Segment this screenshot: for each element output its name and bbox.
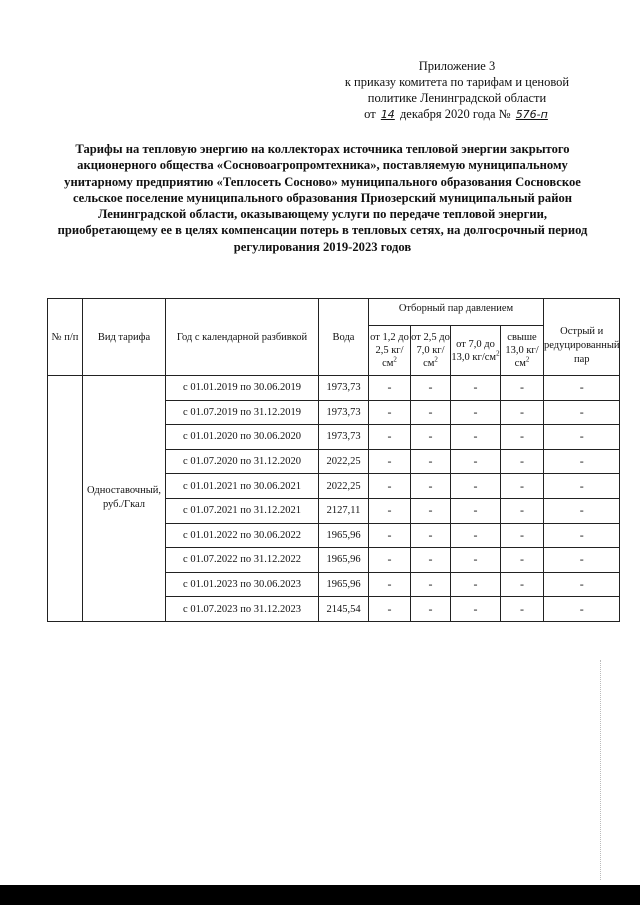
cell-dash: -: [544, 498, 620, 523]
cell-dash: -: [369, 474, 411, 499]
table-row: [48, 376, 620, 401]
document-title: [55, 141, 590, 255]
cell-dash: -: [544, 474, 620, 499]
cell-dash: -: [369, 376, 411, 401]
scan-artifact-line: [600, 660, 601, 880]
title-line: сельское поселение муниципального образования Приозерский муниципальный район: [72, 190, 573, 205]
cell-dash: -: [369, 425, 411, 450]
cell-dash: -: [501, 572, 544, 597]
cell-dash: -: [411, 498, 451, 523]
cell-dash: -: [411, 449, 451, 474]
cell-dash: -: [451, 449, 501, 474]
cell-water-tariff: 1965,96: [319, 523, 369, 548]
cell-dash: -: [544, 376, 620, 401]
header-water: Вода: [319, 299, 369, 376]
cell-dash: -: [501, 376, 544, 401]
cell-dash: -: [544, 400, 620, 425]
header-tariff-type: Вид тарифа: [83, 299, 166, 376]
cell-dash: -: [411, 548, 451, 573]
appendix-date-line: [332, 106, 582, 123]
cell-dash: -: [544, 425, 620, 450]
cell-dash: -: [411, 597, 451, 622]
cell-tariff-type: Одноставочный, руб./Гкал: [83, 376, 166, 622]
appendix-header: [332, 58, 582, 123]
cell-period: с 01.07.2019 по 31.12.2019: [166, 400, 319, 425]
date-middle: декабря 2020 года №: [399, 107, 511, 121]
header-pressure-1: от 1,2 до 2,5 $кг/см^2$: [369, 326, 411, 376]
cell-dash: -: [411, 523, 451, 548]
appendix-title: Приложение 3: [418, 59, 496, 73]
title-line: приобретающему ее в целях компенсации потерь в тепловых сетях, на долгосрочный период: [57, 223, 588, 238]
cell-dash: -: [451, 400, 501, 425]
tariff-table: [47, 298, 620, 622]
scan-bottom-bar: [0, 885, 640, 905]
cell-dash: -: [451, 572, 501, 597]
cell-dash: -: [501, 597, 544, 622]
cell-dash: -: [369, 548, 411, 573]
cell-dash: -: [369, 597, 411, 622]
cell-dash: -: [544, 597, 620, 622]
cell-dash: -: [544, 449, 620, 474]
cell-dash: -: [451, 425, 501, 450]
cell-water-tariff: 1965,96: [319, 572, 369, 597]
cell-dash: -: [411, 376, 451, 401]
title-line: Ленинградской области, оказывающему услуги по передаче тепловой энергии,: [97, 207, 548, 222]
order-number: 576-п: [515, 108, 548, 121]
header-pressure-2: от 2,5 до 7,0 $кг/см^2$: [411, 326, 451, 376]
cell-dash: -: [369, 572, 411, 597]
title-line: Тарифы на тепловую энергию на коллекторах источника тепловой энергии закрытого: [75, 142, 570, 156]
header-num: № п/п: [48, 299, 83, 376]
cell-period: с 01.01.2022 по 30.06.2022: [166, 523, 319, 548]
cell-dash: -: [451, 548, 501, 573]
cell-water-tariff: 2127,11: [319, 498, 369, 523]
cell-period: с 01.01.2020 по 30.06.2020: [166, 425, 319, 450]
cell-num: [48, 376, 83, 622]
cell-water-tariff: 2022,25: [319, 474, 369, 499]
date-day: 14: [380, 108, 395, 121]
cell-dash: -: [501, 474, 544, 499]
header-period: Год с календарной разбивкой: [166, 299, 319, 376]
cell-dash: -: [451, 597, 501, 622]
cell-dash: -: [451, 523, 501, 548]
cell-water-tariff: 1965,96: [319, 548, 369, 573]
cell-dash: -: [544, 523, 620, 548]
cell-dash: -: [501, 449, 544, 474]
date-prefix: от: [364, 107, 376, 121]
header-extraction-steam: Отборный пар давлением: [369, 299, 544, 326]
cell-dash: -: [369, 498, 411, 523]
cell-dash: -: [451, 474, 501, 499]
cell-water-tariff: 1973,73: [319, 425, 369, 450]
cell-dash: -: [411, 425, 451, 450]
cell-dash: -: [369, 449, 411, 474]
appendix-order-line: к приказу комитета по тарифам и ценовой: [344, 75, 570, 89]
cell-period: с 01.01.2023 по 30.06.2023: [166, 572, 319, 597]
cell-dash: -: [501, 425, 544, 450]
cell-period: с 01.07.2023 по 31.12.2023: [166, 597, 319, 622]
appendix-committee-line: политике Ленинградской области: [367, 91, 547, 105]
cell-dash: -: [501, 400, 544, 425]
cell-dash: -: [411, 572, 451, 597]
title-line: акционерного общества «Сосновоагропромтехника», поставляемую муниципальному: [77, 158, 568, 173]
header-pressure-4: свыше 13,0 $кг/см^2$: [501, 326, 544, 376]
cell-dash: -: [451, 376, 501, 401]
cell-dash: -: [411, 400, 451, 425]
cell-period: с 01.01.2021 по 30.06.2021: [166, 474, 319, 499]
title-line: регулирования 2019-2023 годов: [233, 239, 412, 254]
header-sharp-steam: Острый и редуцированный пар: [544, 299, 620, 376]
cell-dash: -: [411, 474, 451, 499]
cell-dash: -: [501, 548, 544, 573]
header-pressure-3: от 7,0 до 13,0 $кг/см^2$: [451, 326, 501, 376]
title-line: унитарному предприятию «Теплосеть Сосново» муниципального образования Сосновское: [64, 174, 581, 189]
cell-period: с 01.01.2019 по 30.06.2019: [166, 376, 319, 401]
cell-period: с 01.07.2021 по 31.12.2021: [166, 498, 319, 523]
cell-dash: -: [369, 523, 411, 548]
cell-period: с 01.07.2020 по 31.12.2020: [166, 449, 319, 474]
cell-dash: -: [451, 498, 501, 523]
cell-water-tariff: 1973,73: [319, 376, 369, 401]
cell-water-tariff: 2145,54: [319, 597, 369, 622]
cell-water-tariff: 2022,25: [319, 449, 369, 474]
cell-dash: -: [544, 548, 620, 573]
cell-water-tariff: 1973,73: [319, 400, 369, 425]
cell-dash: -: [501, 498, 544, 523]
cell-dash: -: [544, 572, 620, 597]
cell-dash: -: [501, 523, 544, 548]
cell-period: с 01.07.2022 по 31.12.2022: [166, 548, 319, 573]
cell-dash: -: [369, 400, 411, 425]
